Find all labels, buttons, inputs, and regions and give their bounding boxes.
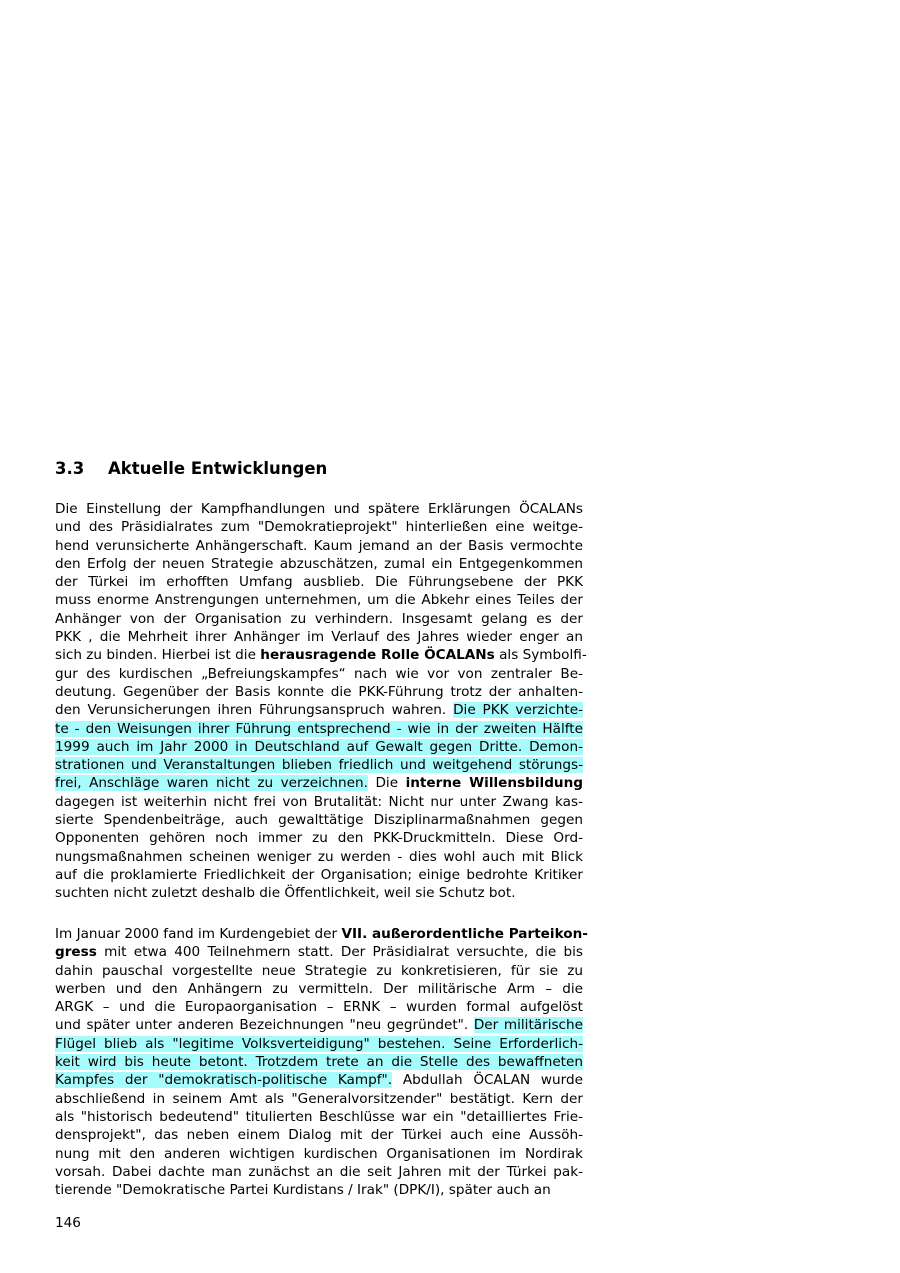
- text-segment: sich zu binden. Hierbei ist die: [55, 647, 261, 664]
- page-number: 146: [55, 1215, 81, 1231]
- text-segment: suchten nicht zuletzt deshalb die Öffentlichkeit, weil sie Schutz bot.: [55, 885, 516, 902]
- highlighted-text: keit wird bis heute betont. Trotzdem trete an die Stelle des bewaffneten: [55, 1054, 583, 1071]
- text-segment: Die Einstellung der Kampfhandlungen und spätere Erklärungen ÖCALANs: [55, 501, 583, 517]
- text-segment: den Erfolg der neuen Strategie abzuschätzen, zumal ein Entgegenkommen: [55, 555, 583, 572]
- text-line: [55, 1108, 583, 1126]
- bold-text: interne Willensbildung: [405, 775, 584, 792]
- text-segment: nung mit den anderen wichtigen kurdischen Organisationen im Nordirak: [55, 1145, 583, 1162]
- text-line: [55, 1181, 583, 1199]
- highlighted-text: Kampfes der "demokratisch-politische Kampf".: [55, 1072, 393, 1089]
- text-segment: auf die proklamierte Friedlichkeit der Organisation; einige bedrohte Kritiker: [55, 866, 583, 883]
- text-segment: vorsah. Dabei dachte man zunächst an die seit Jahren mit der Türkei pak-: [55, 1163, 583, 1180]
- paragraph-2: [55, 925, 588, 1199]
- text-line: [55, 555, 583, 573]
- text-segment: mit etwa 400 Teilnehmern statt. Der Präsidialrat versuchte, die bis: [96, 944, 583, 961]
- highlighted-text: Die PKK verzichte-: [453, 702, 584, 719]
- text-line: [55, 884, 583, 902]
- text-line: [55, 537, 583, 555]
- text-segment: tierende "Demokratische Partei Kurdistans / Irak" (DPK/I), später auch an: [55, 1182, 551, 1199]
- text-line: [55, 738, 583, 756]
- text-line: [55, 793, 583, 811]
- text-line: [55, 1035, 583, 1053]
- text-segment: dagegen ist weiterhin nicht frei von Brutalität: Nicht nur unter Zwang kas-: [55, 793, 583, 810]
- text-line: [55, 500, 583, 518]
- section-heading: [55, 459, 327, 478]
- highlighted-text: frei, Anschläge waren nicht zu verzeichnen.: [55, 775, 368, 792]
- text-line: [55, 1126, 583, 1144]
- text-line: [55, 756, 583, 774]
- text-line: [55, 646, 587, 664]
- text-line: [55, 1090, 583, 1108]
- text-line: [55, 1016, 583, 1034]
- text-segment: ARGK – und die Europaorganisation – ERNK – wurden formal aufgelöst: [55, 999, 583, 1016]
- text-segment: Im Januar 2000 fand im Kurdengebiet der: [55, 926, 342, 942]
- text-segment: abschließend in seinem Amt als "Generalvorsitzender" bestätigt. Kern der: [55, 1090, 583, 1107]
- highlighted-text: strationen und Veranstaltungen blieben friedlich und weitgehend störungs-: [55, 757, 583, 774]
- bold-text: VII. außerordentliche Parteikon-: [341, 926, 588, 942]
- text-line: [55, 943, 583, 961]
- bold-text: herausragende Rolle ÖCALANs: [260, 647, 495, 664]
- text-line: [55, 1163, 583, 1181]
- highlighted-text: 1999 auch im Jahr 2000 in Deutschland auf Gewalt gegen Dritte. Demon-: [55, 738, 583, 755]
- text-line: [55, 1053, 583, 1071]
- text-line: [55, 1145, 583, 1163]
- bold-text: gress: [55, 944, 97, 961]
- text-line: [55, 628, 583, 646]
- text-segment: sierte Spendenbeiträge, auch gewalttätige Disziplinarmaßnahmen gegen: [55, 812, 583, 829]
- section-title: Aktuelle Entwicklungen: [108, 459, 328, 478]
- section-number: 3.3: [55, 459, 85, 478]
- text-segment: dahin pauschal vorgestellte neue Strategie zu konkretisieren, für sie zu: [55, 962, 583, 979]
- text-segment: gur des kurdischen „Befreiungskampfes“ nach wie vor von zentraler Be-: [55, 665, 583, 682]
- text-segment: PKK , die Mehrheit ihrer Anhänger im Verlauf des Jahres wieder enger an: [55, 629, 583, 646]
- highlighted-text: Der militärische: [473, 1017, 584, 1034]
- text-segment: Opponenten gehören noch immer zu den PKK-Druckmitteln. Diese Ord-: [55, 830, 583, 847]
- text-line: [55, 573, 583, 591]
- text-segment: densprojekt", das neben einem Dialog mit der Türkei auch eine Aussöh-: [55, 1127, 583, 1144]
- text-line: [55, 518, 583, 536]
- text-line: [55, 610, 583, 628]
- text-line: [55, 1071, 583, 1089]
- text-line: [55, 848, 583, 866]
- text-segment: und des Präsidialrates zum "Demokratieprojekt" hinterließen eine weitge-: [55, 519, 583, 536]
- highlighted-text: te - den Weisungen ihrer Führung entsprechend - wie in der zweiten Hälfte: [55, 720, 583, 737]
- text-line: [55, 980, 583, 998]
- text-segment: Die: [367, 775, 406, 792]
- text-line: [55, 591, 583, 609]
- text-segment: den Verunsicherungen ihren Führungsanspruch wahren.: [55, 702, 454, 719]
- text-line: [55, 665, 583, 683]
- paragraph-1: [55, 500, 587, 903]
- text-segment: hend verunsicherte Anhängerschaft. Kaum jemand an der Basis vermochte: [55, 537, 583, 554]
- text-line: [55, 998, 583, 1016]
- text-line: [55, 701, 583, 719]
- text-line: [55, 683, 583, 701]
- text-segment: Abdullah ÖCALAN wurde: [392, 1072, 583, 1089]
- text-line: [55, 774, 583, 792]
- text-segment: muss enorme Anstrengungen unternehmen, um die Abkehr eines Teiles der: [55, 592, 583, 609]
- text-line: [55, 811, 583, 829]
- text-segment: nungsmaßnahmen scheinen weniger zu werden - dies wohl auch mit Blick: [55, 848, 583, 865]
- text-line: [55, 720, 583, 738]
- highlighted-text: Flügel blieb als "legitime Volksverteidigung" bestehen. Seine Erforderlich-: [55, 1035, 583, 1052]
- text-line: [55, 829, 583, 847]
- text-segment: als Symbolfi-: [494, 647, 587, 664]
- text-segment: als "historisch bedeutend" titulierten Beschlüsse war ein "detailliertes Frie-: [55, 1108, 583, 1125]
- text-segment: deutung. Gegenüber der Basis konnte die PKK-Führung trotz der anhalten-: [55, 683, 583, 700]
- text-segment: Anhänger von der Organisation zu verhindern. Insgesamt gelang es der: [55, 610, 583, 627]
- text-line: [55, 866, 583, 884]
- text-line: [55, 962, 583, 980]
- text-segment: der Türkei im erhofften Umfang ausblieb. Die Führungsebene der PKK: [55, 574, 583, 591]
- text-line: [55, 925, 588, 943]
- text-segment: und später unter anderen Bezeichnungen "neu gegründet".: [55, 1017, 474, 1034]
- text-segment: werben und den Anhängern zu vermitteln. Der militärische Arm – die: [55, 980, 583, 997]
